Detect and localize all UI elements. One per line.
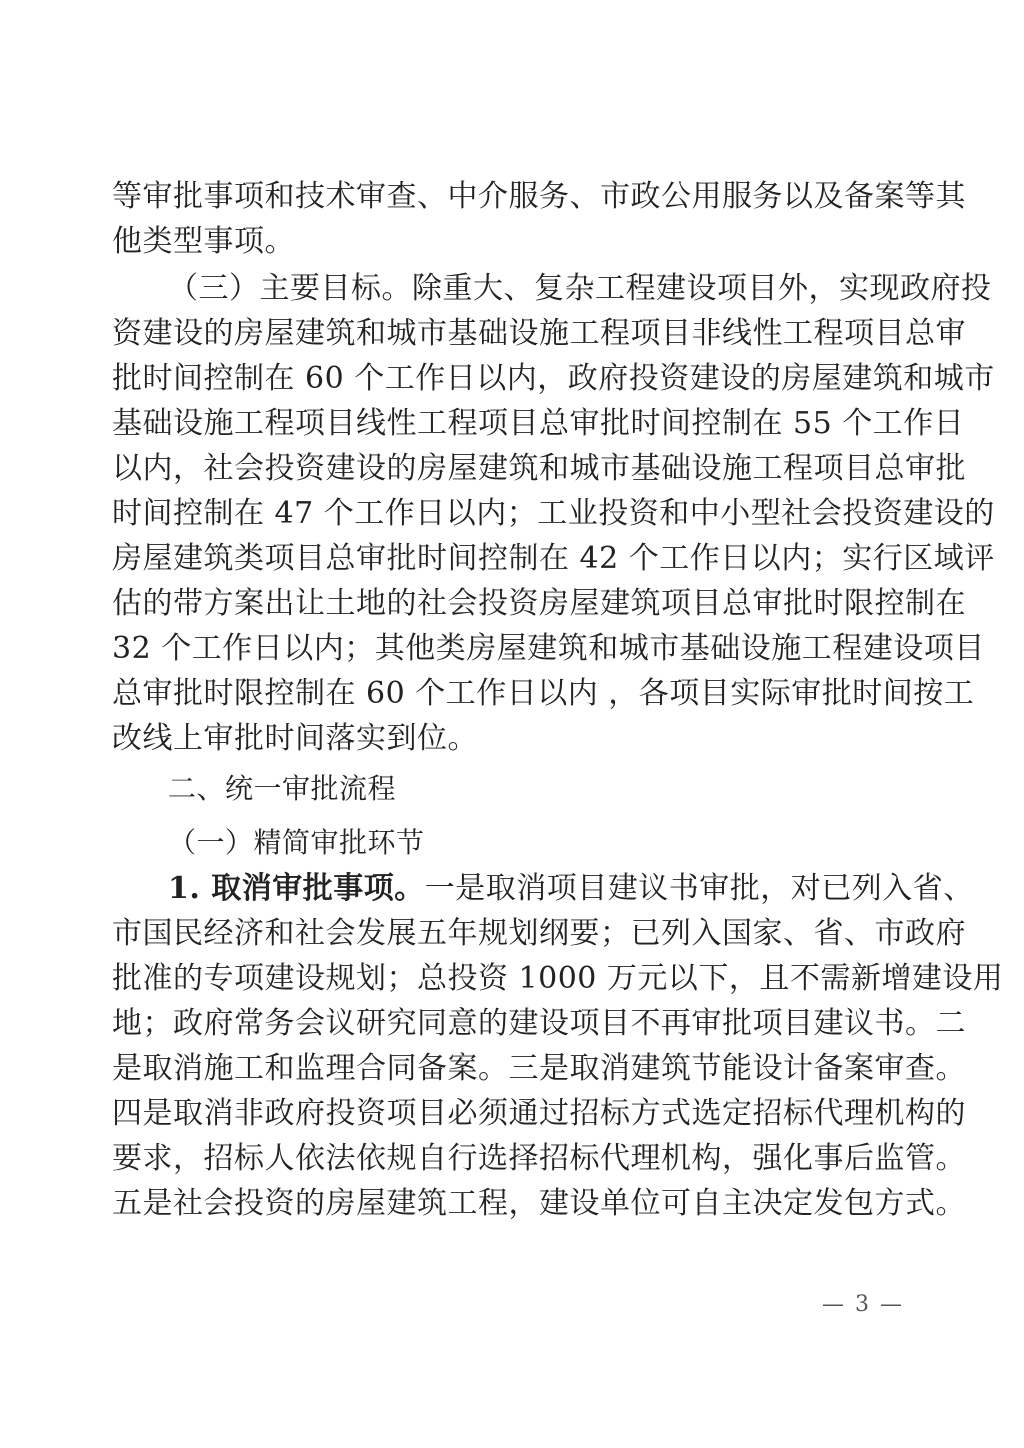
- paragraph-line: 四是取消非政府投资项目必须通过招标方式选定招标代理机构的: [112, 1096, 966, 1131]
- paragraph-line: 以内，社会投资建设的房屋建筑和城市基础设施工程项目总审批: [112, 451, 966, 486]
- paragraph-line: 时间控制在 47 个工作日以内；工业投资和中小型社会投资建设的: [112, 496, 995, 531]
- paragraph-line: 基础设施工程项目线性工程项目总审批时间控制在 55 个工作日: [112, 406, 965, 441]
- paragraph-line: 批准的专项建设规划；总投资 1000 万元以下，且不需新增建设用: [112, 961, 1004, 996]
- paragraph-line: 市国民经济和社会发展五年规划纲要；已列入国家、省、市政府: [112, 916, 966, 951]
- section-heading: 二、统一审批流程: [168, 772, 397, 805]
- item-text: 一是取消项目建议书审批，对已列入省、: [424, 871, 974, 906]
- page-number: — 3 —: [822, 1292, 904, 1317]
- paragraph-line: 是取消施工和监理合同备案。三是取消建筑节能设计备案审查。: [112, 1051, 966, 1086]
- paragraph-line: 改线上审批时间落实到位。: [112, 721, 478, 756]
- paragraph-line: 总审批时限控制在 60 个工作日以内 ，各项目实际审批时间按工: [112, 676, 975, 711]
- subsection-heading: （一）精简审批环节: [168, 826, 425, 859]
- paragraph-line: 32 个工作日以内；其他类房屋建筑和城市基础设施工程建设项目: [112, 631, 985, 666]
- paragraph-line: 批时间控制在 60 个工作日以内，政府投资建设的房屋建筑和城市: [112, 361, 995, 396]
- paragraph-line: 要求，招标人依法依规自行选择招标代理机构，强化事后监管。: [112, 1141, 966, 1176]
- paragraph-line: [168, 868, 974, 910]
- item-title: 1. 取消审批事项。: [168, 871, 425, 906]
- paragraph-line: 房屋建筑类项目总审批时间控制在 42 个工作日以内；实行区域评: [112, 541, 995, 576]
- paragraph-line: 估的带方案出让土地的社会投资房屋建筑项目总审批时限控制在: [112, 586, 966, 621]
- paragraph-line: 资建设的房屋建筑和城市基础设施工程项目非线性工程项目总审: [112, 316, 966, 351]
- paragraph-line: 地；政府常务会议研究同意的建设项目不再审批项目建议书。二: [112, 1006, 966, 1041]
- paragraph-line: 五是社会投资的房屋建筑工程，建设单位可自主决定发包方式。: [112, 1186, 966, 1221]
- paragraph-line: 等审批事项和技术审查、中介服务、市政公用服务以及备案等其: [112, 179, 966, 214]
- paragraph-line: （三）主要目标。除重大、复杂工程建设项目外，实现政府投: [168, 271, 992, 306]
- paragraph-line: 他类型事项。: [112, 224, 295, 259]
